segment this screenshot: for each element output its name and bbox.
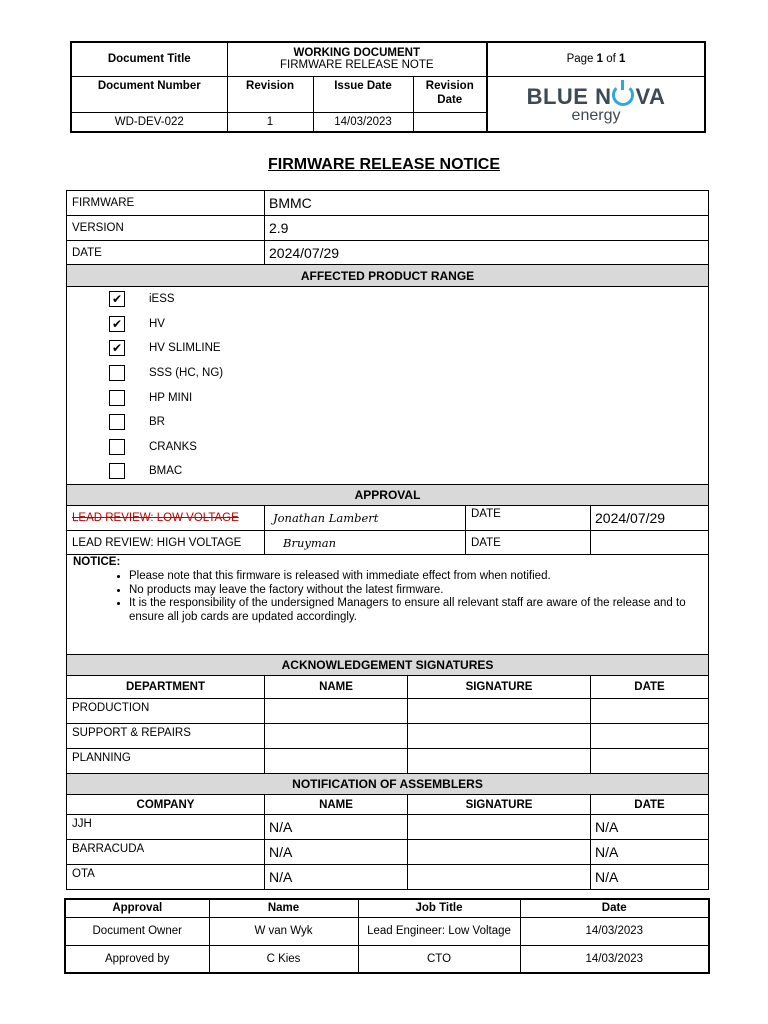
table-cell[interactable] (408, 865, 591, 890)
product-label: HV (149, 317, 165, 330)
product-item (67, 459, 708, 484)
table-cell[interactable]: N/A (591, 815, 709, 840)
table-cell[interactable]: N/A (591, 840, 709, 865)
table-cell[interactable] (265, 724, 408, 749)
product-item (67, 385, 708, 410)
logo (487, 76, 705, 132)
footer-row (65, 917, 709, 945)
notice-block (67, 555, 709, 655)
firmware-value[interactable]: BMMC (265, 191, 709, 216)
table-cell[interactable] (591, 699, 709, 724)
footer-cell: Lead Engineer: Low Voltage (358, 917, 520, 945)
table-cell[interactable] (591, 749, 709, 774)
logo-text-left: BLUE N (526, 83, 612, 109)
column-header: NAME (265, 676, 408, 699)
table-cell[interactable]: N/A (265, 840, 408, 865)
notice-heading: NOTICE: (73, 556, 121, 568)
document-header (70, 41, 706, 133)
page-current: 1 (596, 53, 604, 66)
affected-heading: AFFECTED PRODUCT RANGE (67, 265, 709, 287)
low-date-value[interactable]: 2024/07/29 (591, 506, 709, 531)
table-cell[interactable]: N/A (591, 865, 709, 890)
checkbox[interactable] (109, 390, 125, 406)
footer-row (65, 945, 709, 973)
logo-wordmark (488, 84, 704, 108)
page-prefix: Page (566, 53, 597, 66)
product-label: BMAC (149, 465, 183, 478)
low-date-label: DATE (466, 506, 591, 531)
page-indicator (487, 42, 705, 76)
checkbox[interactable] (109, 463, 125, 479)
table-row (67, 724, 709, 749)
table-cell[interactable]: N/A (265, 815, 408, 840)
column-header: DATE (591, 676, 709, 699)
page-of: of (603, 53, 620, 66)
approval-footer (64, 898, 710, 974)
footer-cell: W van Wyk (209, 917, 358, 945)
doc-title-line2: FIRMWARE RELEASE NOTE (279, 59, 434, 72)
table-row (67, 749, 709, 774)
low-voltage-signature[interactable]: Jonathan Lambert (265, 506, 466, 531)
power-icon (612, 84, 634, 106)
row-label: PRODUCTION (67, 699, 265, 724)
product-item (67, 435, 708, 460)
issue-date: 14/03/2023 (313, 112, 413, 132)
column-header: NAME (265, 795, 408, 815)
table-cell[interactable] (591, 724, 709, 749)
footer-column-header: Date (520, 899, 709, 917)
product-label: SSS (HC, NG) (149, 367, 224, 380)
product-item (67, 287, 708, 312)
column-header: COMPANY (67, 795, 265, 815)
product-label: HP MINI (149, 391, 193, 404)
column-header: SIGNATURE (408, 676, 591, 699)
high-voltage-signature[interactable]: Bruyman (265, 531, 466, 555)
product-label: HV SLIMLINE (149, 342, 221, 355)
product-item (67, 312, 708, 337)
low-voltage-label: LEAD REVIEW: LOW VOLTAGE (67, 506, 265, 531)
table-cell[interactable] (408, 724, 591, 749)
doc-title-line1: WORKING DOCUMENT (293, 47, 420, 60)
ack-heading: ACKNOWLEDGEMENT SIGNATURES (67, 655, 709, 676)
footer-cell: 14/03/2023 (520, 917, 709, 945)
checkbox[interactable]: ✔ (109, 340, 125, 356)
checkbox[interactable] (109, 439, 125, 455)
revision-label: Revision (227, 76, 313, 112)
high-date-label: DATE (466, 531, 591, 555)
table-cell[interactable] (408, 840, 591, 865)
table-row (67, 815, 709, 840)
notice-item: • Please note that this firmware is released with immediate effect from when notified. (129, 570, 702, 584)
column-header: DEPARTMENT (67, 676, 265, 699)
revision-date (413, 112, 487, 132)
product-item (67, 410, 708, 435)
assemblers-heading: NOTIFICATION OF ASSEMBLERS (67, 774, 709, 795)
firmware-label: FIRMWARE (67, 191, 265, 216)
row-label: PLANNING (67, 749, 265, 774)
table-cell[interactable] (408, 815, 591, 840)
version-value[interactable]: 2.9 (265, 216, 709, 241)
checkbox[interactable] (109, 414, 125, 430)
version-label: VERSION (67, 216, 265, 241)
table-cell[interactable] (265, 699, 408, 724)
checkbox[interactable]: ✔ (109, 316, 125, 332)
product-label: CRANKS (149, 440, 197, 453)
footer-cell: 14/03/2023 (520, 945, 709, 973)
footer-cell: Document Owner (65, 917, 209, 945)
high-voltage-label: LEAD REVIEW: HIGH VOLTAGE (67, 531, 265, 555)
footer-column-header: Name (209, 899, 358, 917)
doc-title-label: Document Title (71, 42, 227, 76)
logo-text-right: VA (635, 83, 666, 109)
row-label: JJH (67, 815, 265, 840)
product-item (67, 361, 708, 386)
date-label: DATE (67, 241, 265, 265)
row-label: BARRACUDA (67, 840, 265, 865)
table-cell[interactable]: N/A (265, 865, 408, 890)
footer-column-header: Approval (65, 899, 209, 917)
page-title: FIRMWARE RELEASE NOTICE (267, 156, 500, 173)
approval-heading: APPROVAL (67, 485, 709, 506)
notice-list (73, 570, 702, 624)
table-row (67, 865, 709, 890)
product-item (67, 336, 708, 361)
footer-cell: Approved by (65, 945, 209, 973)
page-total: 1 (619, 53, 626, 66)
product-list (67, 287, 709, 485)
issue-date-label: Issue Date (313, 76, 413, 112)
table-row (67, 699, 709, 724)
product-label: BR (149, 416, 165, 429)
footer-cell: C Kies (209, 945, 358, 973)
product-label: iESS (149, 293, 175, 306)
release-form (66, 190, 709, 890)
doc-number-label: Document Number (71, 76, 227, 112)
revision: 1 (227, 112, 313, 132)
column-header: DATE (591, 795, 709, 815)
footer-cell: CTO (358, 945, 520, 973)
checkbox[interactable]: ✔ (109, 291, 125, 307)
row-label: OTA (67, 865, 265, 890)
footer-column-header: Job Title (358, 899, 520, 917)
revision-date-label: Revision Date (413, 76, 487, 112)
high-date-value[interactable] (591, 531, 709, 555)
logo-sub: energy (571, 106, 621, 124)
doc-title (227, 42, 487, 76)
footer-header-row (65, 899, 709, 917)
table-cell[interactable] (408, 749, 591, 774)
date-value[interactable]: 2024/07/29 (265, 241, 709, 265)
notice-item: • No products may leave the factory without the latest firmware. (129, 584, 702, 598)
table-cell[interactable] (265, 749, 408, 774)
notice-item: • It is the responsibility of the undersigned Managers to ensure all relevant staff are aware of the release and to ensure all job cards are updated accordingly. (129, 597, 702, 624)
row-label: SUPPORT & REPAIRS (67, 724, 265, 749)
column-header: SIGNATURE (408, 795, 591, 815)
checkbox[interactable] (109, 365, 125, 381)
doc-number: WD-DEV-022 (71, 112, 227, 132)
table-cell[interactable] (408, 699, 591, 724)
table-row (67, 840, 709, 865)
